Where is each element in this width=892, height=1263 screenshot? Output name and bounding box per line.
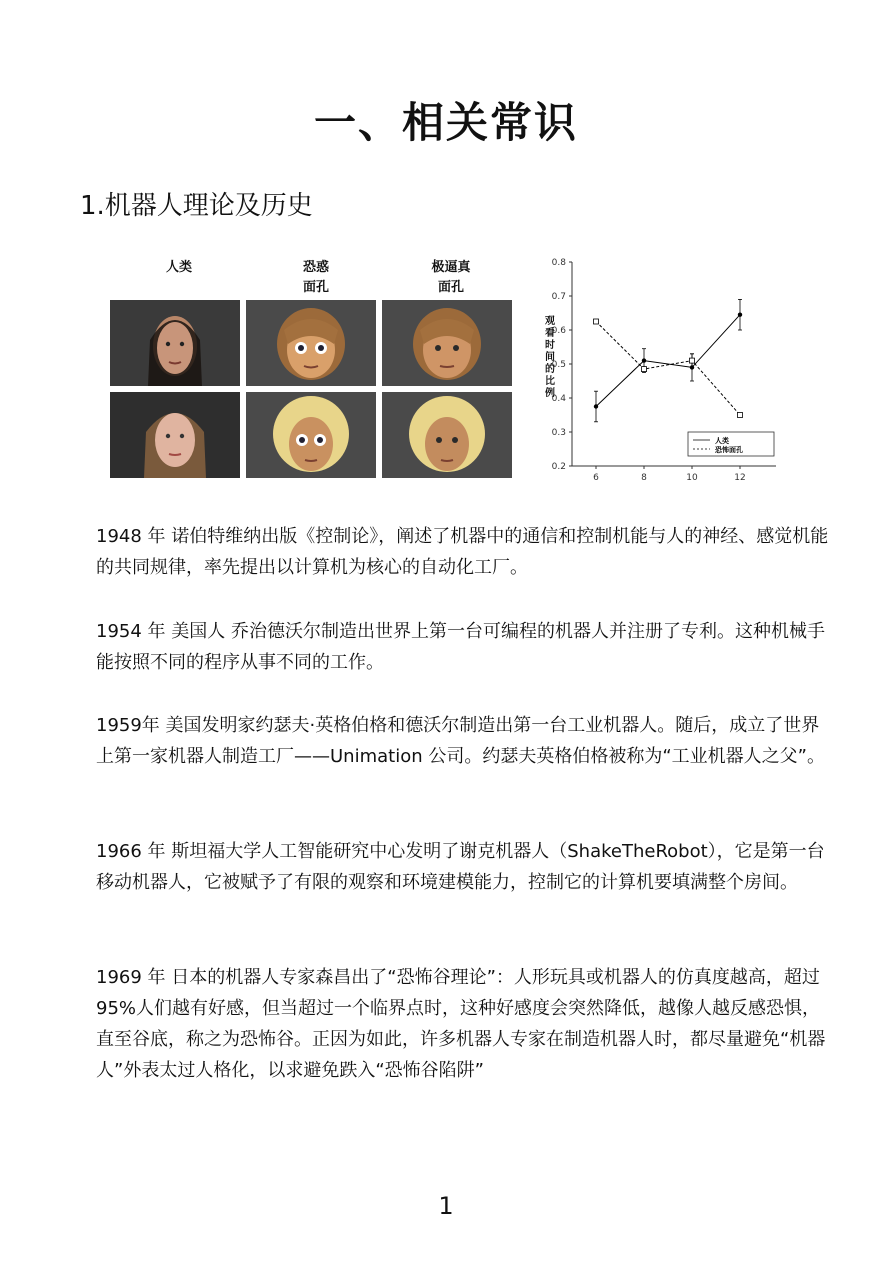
photo-human-2 <box>110 392 240 478</box>
photo-realistic-1 <box>382 300 512 386</box>
y-axis-label: 观看时间的比例 <box>545 316 555 399</box>
series-line-2 <box>596 322 740 416</box>
data-point <box>594 319 599 324</box>
data-point <box>642 367 647 372</box>
photo-uncanny-2 <box>246 392 376 478</box>
data-point <box>690 358 695 363</box>
paragraph-1959: 1959年 美国发明家约瑟夫·英格伯格和德沃尔制造出第一台工业机器人。随后，成立了世界上第一家机器人制造工厂——Unimation 公司。约瑟夫英格伯格被称为“工业机器人之父”。 <box>96 715 825 767</box>
paragraph-1954: 1954 年 美国人 乔治德沃尔制造出世界上第一台可编程的机器人并注册了专利。这种机械手能按照不同的程序从事不同的工作。 <box>96 621 825 673</box>
uncanny-valley-figure <box>106 250 796 490</box>
data-point <box>738 313 742 317</box>
data-point <box>642 358 646 362</box>
paragraph-1966: 1966 年 斯坦福大学人工智能研究中心发明了谢克机器人（ShakeTheRobot），它是第一台移动机器人，它被赋予了有限的观察和环境建模能力，控制它的计算机要填满整个房间。 <box>96 841 825 893</box>
page-title: 一、相关常识 <box>313 98 578 147</box>
photo-realistic-2 <box>382 392 512 478</box>
y-tick-label: 0.7 <box>551 292 566 302</box>
section-heading: 1.机器人理论及历史 <box>80 191 313 221</box>
data-point <box>594 404 598 408</box>
data-point <box>738 413 743 418</box>
x-tick-label: 6 <box>593 473 599 483</box>
column-label-realistic: 极逼真 面孔 <box>431 260 471 295</box>
y-tick-label: 0.3 <box>551 428 566 438</box>
y-tick-label: 0.8 <box>551 258 566 268</box>
series-line-1 <box>596 315 740 407</box>
legend-label: 恐怖面孔 <box>715 446 743 454</box>
viewing-time-chart <box>526 250 796 490</box>
x-tick-label: 12 <box>734 473 746 483</box>
photo-human-1 <box>110 300 240 386</box>
y-tick-label: 0.6 <box>551 326 566 336</box>
column-label-uncanny: 恐惑 面孔 <box>302 260 329 295</box>
paragraph-1969: 1969 年 日本的机器人专家森昌出了“恐怖谷理论”：人形玩具或机器人的仿真度越高，超过 95%人们越有好感，但当超过一个临界点时，这种好感度会突然降低，越像人越反感恐惧，直至谷底，称之为恐怖谷。正因为如此，许多机器人专家在制造机器人时，都尽量避免“机器人”外表太过人格化，以求避免跌入“恐怖谷陷阱” <box>96 967 826 1081</box>
column-label-human: 人类 <box>165 260 192 275</box>
x-tick-label: 8 <box>641 473 647 483</box>
paragraph-1948: 1948 年 诺伯特维纳出版《控制论》，阐述了机器中的通信和控制机能与人的神经、感觉机能的共同规律，率先提出以计算机为核心的自动化工厂。 <box>96 526 829 578</box>
x-tick-label: 10 <box>686 473 698 483</box>
photo-uncanny-1 <box>246 300 376 386</box>
y-tick-label: 0.5 <box>551 360 566 370</box>
page-number: 1 <box>438 1192 454 1220</box>
legend-label: 人类 <box>715 437 729 445</box>
y-tick-label: 0.4 <box>551 394 566 404</box>
y-tick-label: 0.2 <box>551 462 566 472</box>
